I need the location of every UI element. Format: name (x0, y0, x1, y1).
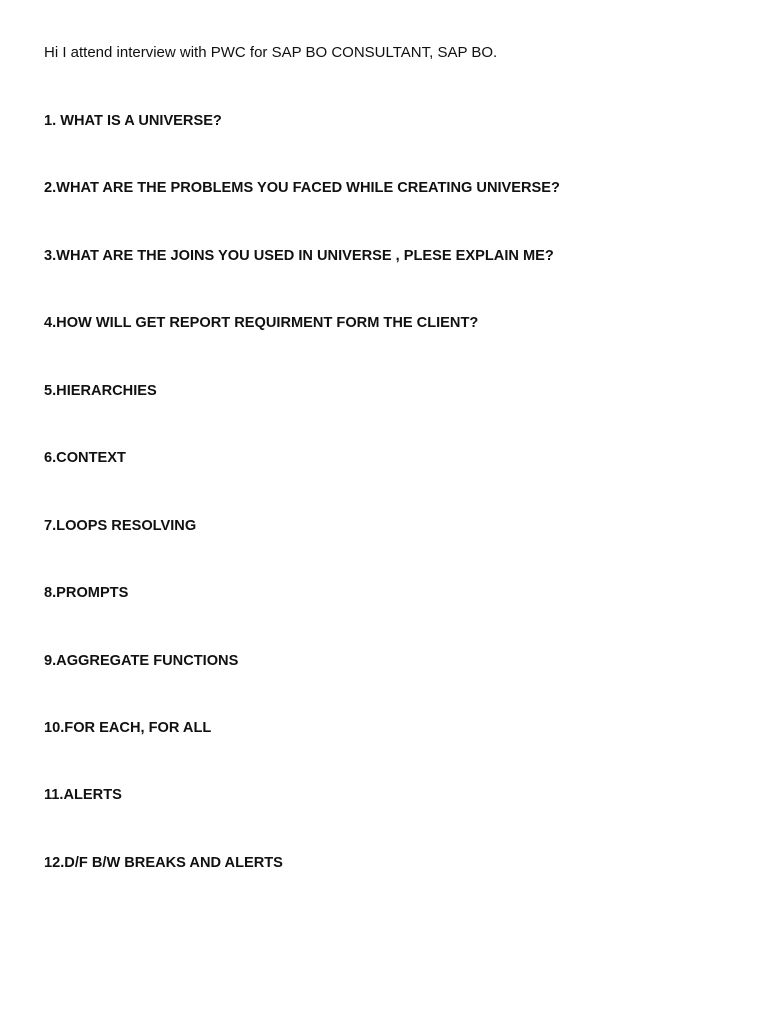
question-item: 10.FOR EACH, FOR ALL (44, 719, 212, 736)
question-item: 8.PROMPTS (44, 585, 129, 602)
question-item: 7.LOOPS RESOLVING (44, 517, 197, 534)
question-list (44, 111, 560, 920)
question-item: 1. WHAT IS A UNIVERSE? (44, 113, 222, 129)
question-item: 5.HIERARCHIES (44, 382, 157, 399)
question-item: 9.AGGREGATE FUNCTIONS (44, 652, 239, 669)
question-item: 6.CONTEXT (44, 450, 126, 467)
question-item: 11.ALERTS (44, 787, 122, 804)
question-item: 12.D/F B/W BREAKS AND ALERTS (44, 854, 283, 871)
question-item: 3.WHAT ARE THE JOINS YOU USED IN UNIVERSE , PLESE EXPLAIN ME? (44, 247, 554, 264)
question-item: 2.WHAT ARE THE PROBLEMS YOU FACED WHILE CREATING UNIVERSE? (44, 180, 560, 197)
question-item: 4.HOW WILL GET REPORT REQUIRMENT FORM THE CLIENT? (44, 315, 479, 332)
intro-text: Hi I attend interview with PWC for SAP BO CONSULTANT, SAP BO. (44, 44, 498, 61)
